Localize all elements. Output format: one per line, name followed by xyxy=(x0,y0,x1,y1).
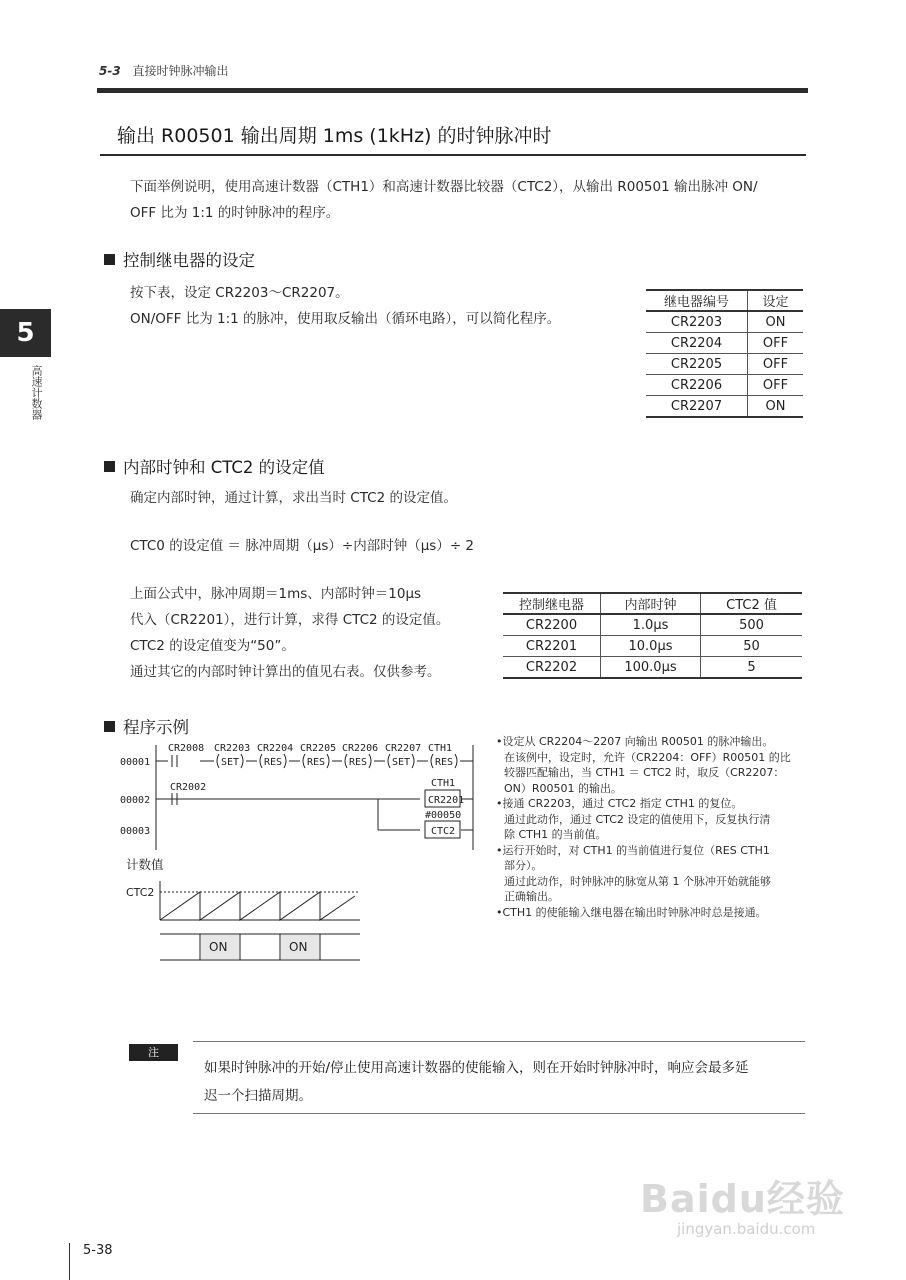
title-rule xyxy=(100,154,806,156)
on-label: ON xyxy=(289,940,308,954)
timing-chart xyxy=(155,880,365,965)
table-row: CR2207 ON xyxy=(646,396,803,418)
note-tag: 注 xyxy=(129,1044,178,1061)
relay-label: CR2204 xyxy=(257,743,294,754)
relay-label: CR2206 xyxy=(342,743,379,754)
relay-label: CR2207 xyxy=(385,743,422,754)
square-bullet-icon xyxy=(104,461,115,472)
coil-label: RES xyxy=(307,757,326,768)
note-line: 在该例中，设定时，允许（CR2204：OFF）R00501 的比 xyxy=(504,750,791,764)
relay-label: CR2008 xyxy=(168,743,205,754)
section-heading-program: 程序示例 xyxy=(104,714,189,738)
note-rule-bottom xyxy=(193,1113,805,1114)
section-number: 5-3 xyxy=(99,64,121,78)
table-header: 内部时钟 xyxy=(601,593,701,614)
note-line: 部分）。 xyxy=(504,859,543,872)
note-line: •设定从 CR2204～2207 向输出 R00501 的脉冲输出。 xyxy=(496,735,774,748)
text-line: 代入（CR2201），进行计算，求得 CTC2 的设定值。 xyxy=(130,612,450,628)
const-label: #00050 xyxy=(425,810,462,821)
table-row: CR2204 OFF xyxy=(646,333,803,354)
header-rule xyxy=(97,88,808,93)
note-line: •接通 CR2203，通过 CTC2 指定 CTH1 的复位。 xyxy=(496,797,743,810)
program-notes xyxy=(496,734,811,920)
text-line: 上面公式中，脉冲周期＝1ms、内部时钟＝10μs xyxy=(130,586,422,602)
intro-line: OFF 比为 1:1 的时钟脉冲的程序。 xyxy=(130,205,340,221)
relay-label: CTH1 xyxy=(428,743,453,754)
table-header: CTC2 值 xyxy=(701,593,803,614)
note-line: 正确输出。 xyxy=(504,890,559,903)
running-header xyxy=(99,62,229,79)
intro-line: 下面举例说明，使用高速计数器（CTH1）和高速计数器比较器（CTC2），从输出 R00501 输出脉冲 ON/ xyxy=(130,179,758,195)
text-line: ON/OFF 比为 1:1 的脉冲，使用取反输出（循环电路），可以简化程序。 xyxy=(130,311,561,327)
watermark-logo: Baidu经验 xyxy=(640,1177,845,1221)
clock-text xyxy=(130,581,490,685)
coil-label: SET xyxy=(392,757,411,768)
coil-label: RES xyxy=(264,757,283,768)
box-label: CTH1 xyxy=(431,778,456,789)
note-line: 通过此动作，时钟脉冲的脉宽从第 1 个脉冲开始就能够 xyxy=(504,874,771,888)
note-line: •运行开始时，对 CTH1 的当前值进行复位（RES CTH1 xyxy=(496,843,770,857)
ctc2-table xyxy=(503,592,802,679)
box-label: CR2201 xyxy=(428,795,465,806)
table-row: CR2205 OFF xyxy=(646,354,803,375)
relay-label: CR2205 xyxy=(300,743,337,754)
rung-number: 00003 xyxy=(120,826,151,837)
square-bullet-icon xyxy=(104,254,115,265)
rung-number: 00002 xyxy=(120,795,151,806)
coil-label: RES xyxy=(349,757,368,768)
text-line: CTC2 的设定值变为“50”。 xyxy=(130,638,295,654)
section-title: 直接时钟脉冲输出 xyxy=(132,64,229,78)
relay-label: CR2203 xyxy=(214,743,251,754)
coil-label: RES xyxy=(435,757,454,768)
ladder-diagram xyxy=(120,740,480,855)
table-row: CR2201 10.0μs 50 xyxy=(503,636,802,657)
section-heading-relays: 控制继电器的设定 xyxy=(104,247,255,271)
note-text: 如果时钟脉冲的开始/停止使用高速计数器的使能输入，则在开始时钟脉冲时，响应会最多延 迟一个扫描周期。 xyxy=(204,1060,749,1104)
section-heading-clock: 内部时钟和 CTC2 的设定值 xyxy=(104,454,325,478)
text-line: 通过其它的内部时钟计算出的值见右表。仅供参考。 xyxy=(130,664,441,680)
table-row: CR2202 100.0μs 5 xyxy=(503,657,802,679)
on-label: ON xyxy=(209,940,228,954)
timing-label: 计数值 xyxy=(126,857,164,872)
table-header: 控制继电器 xyxy=(503,593,601,614)
note-line: 较器匹配输出，当 CTH1 ＝ CTC2 时，取反（CR2207： xyxy=(504,766,785,779)
note-line: 通过此动作，通过 CTC2 设定的值使用下，反复执行清 xyxy=(504,812,771,826)
relay-text xyxy=(130,280,630,332)
rung-number: 00001 xyxy=(120,757,151,768)
note-line: •CTH1 的使能输入继电器在输出时钟脉冲时总是接通。 xyxy=(496,905,767,919)
contact-label: CR2002 xyxy=(170,782,207,793)
clock-line1: 确定内部时钟，通过计算，求出当时 CTC2 的设定值。 xyxy=(130,490,457,506)
note-rule-top xyxy=(193,1041,805,1042)
relay-table xyxy=(646,289,803,418)
chapter-label: 高速计数器 xyxy=(30,365,43,420)
page-number: 5-38 xyxy=(83,1243,113,1258)
note-line: ON）R00501 的输出。 xyxy=(504,781,623,795)
note-line: 除 CTH1 的当前值。 xyxy=(504,828,607,841)
coil-label: SET xyxy=(221,757,240,768)
table-row: CR2203 ON xyxy=(646,311,803,333)
timing-ylabel: CTC2 xyxy=(126,886,155,899)
watermark-url: jingyan.baidu.com xyxy=(677,1220,816,1238)
box-label: CTC2 xyxy=(431,826,456,837)
square-bullet-icon xyxy=(104,721,115,732)
footer-rule xyxy=(69,1243,70,1280)
table-row: CR2206 OFF xyxy=(646,375,803,396)
chapter-tab: 5 xyxy=(0,309,51,357)
table-header: 继电器编号 xyxy=(646,290,748,311)
text-line: 按下表，设定 CR2203～CR2207。 xyxy=(130,285,349,301)
table-header: 设定 xyxy=(748,290,804,311)
intro-paragraph xyxy=(130,174,810,226)
table-row: CR2200 1.0μs 500 xyxy=(503,614,802,636)
page-title: 输出 R00501 输出周期 1ms (1kHz) 的时钟脉冲时 xyxy=(117,125,552,147)
formula: CTC0 的设定值 ＝ 脉冲周期（μs）÷内部时钟（μs）÷ 2 xyxy=(130,538,475,554)
